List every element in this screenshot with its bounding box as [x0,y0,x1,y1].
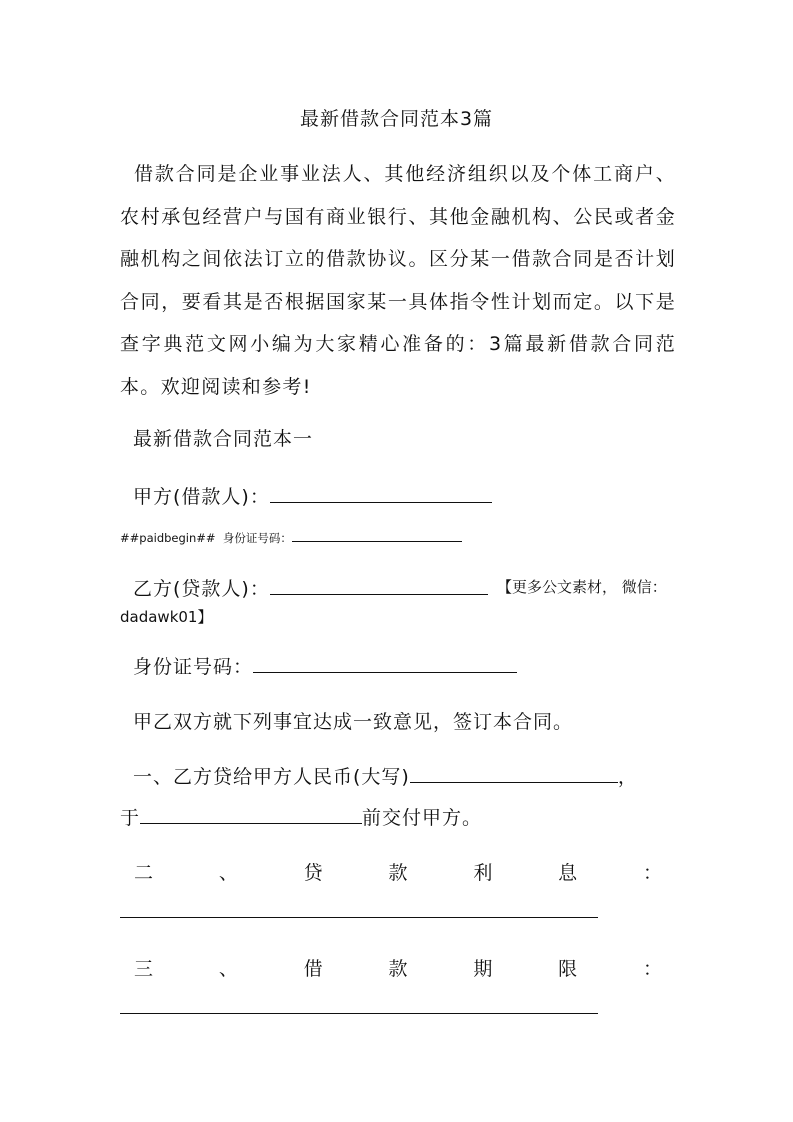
document-title: 最新借款合同范本3篇 [299,108,494,130]
clause-2-heading [120,858,676,885]
term-blank[interactable] [120,1013,598,1014]
clause-3-char: 限 [558,958,578,980]
party-a-line [133,482,689,509]
clause-2-char: 二 [134,862,154,884]
party-b-line [133,574,689,601]
clause-1-text: 一、乙方贷给甲方人民币(大写) [133,766,410,788]
more-material-tag: 【更多公文素材， 微信： [497,578,667,596]
clause-2-char: 息 [558,862,578,884]
agreement-line: 甲乙双方就下列事宜达成一致意见，签订本合同。 [133,711,574,733]
paid-id-line [120,530,676,546]
date-blank[interactable] [140,805,362,824]
wechat-id: dadawk01】 [120,608,213,626]
id-small-blank[interactable] [292,531,462,542]
amount-blank[interactable] [410,764,618,783]
clause-3-char: 三 [134,958,154,980]
clause-1-line-a [133,762,689,789]
clause-1-prefix: 于 [120,807,141,829]
clause-1-comma: ， [617,766,638,788]
intro-paragraph: 借款合同是企业事业法人、其他经济组织以及个体工商户、农村承包经营户与国有商业银行、其他金融机构、公民或者金融机构之间依法订立的借款协议。区分某一借款合同是否计划合同，要看其是否根据国家某一具体指令性计划而定。以下是查字典范文网小编为大家精心准备的：3篇最新借款合同范本。欢迎阅读和参考! [120,163,676,398]
clause-2-char: 、 [218,862,238,884]
id-line [133,652,689,679]
id-label-small: 身份证号码： [222,531,292,545]
party-a-blank[interactable] [270,484,492,503]
section-heading: 最新借款合同范本一 [133,428,314,450]
clause-3-char: 款 [388,958,408,980]
paid-marker: ##paidbegin## [120,531,216,545]
clause-3-char: ： [642,958,662,980]
clause-1-line-b [120,803,676,830]
clause-2-char: 利 [473,862,493,884]
id-blank[interactable] [253,654,517,673]
clause-3-char: 期 [473,958,493,980]
clause-2-char: 贷 [303,862,323,884]
interest-blank[interactable] [120,917,598,918]
clause-2-char: ： [642,862,662,884]
id-label: 身份证号码： [133,656,254,678]
party-b-label: 乙方(贷款人)： [133,578,270,600]
clause-2-char: 款 [388,862,408,884]
clause-3-char: 、 [218,958,238,980]
clause-1-suffix: 前交付甲方。 [362,807,483,829]
clause-3-char: 借 [303,958,323,980]
clause-3-heading [120,954,676,981]
party-b-blank[interactable] [270,576,488,595]
party-a-label: 甲方(借款人)： [133,486,270,508]
